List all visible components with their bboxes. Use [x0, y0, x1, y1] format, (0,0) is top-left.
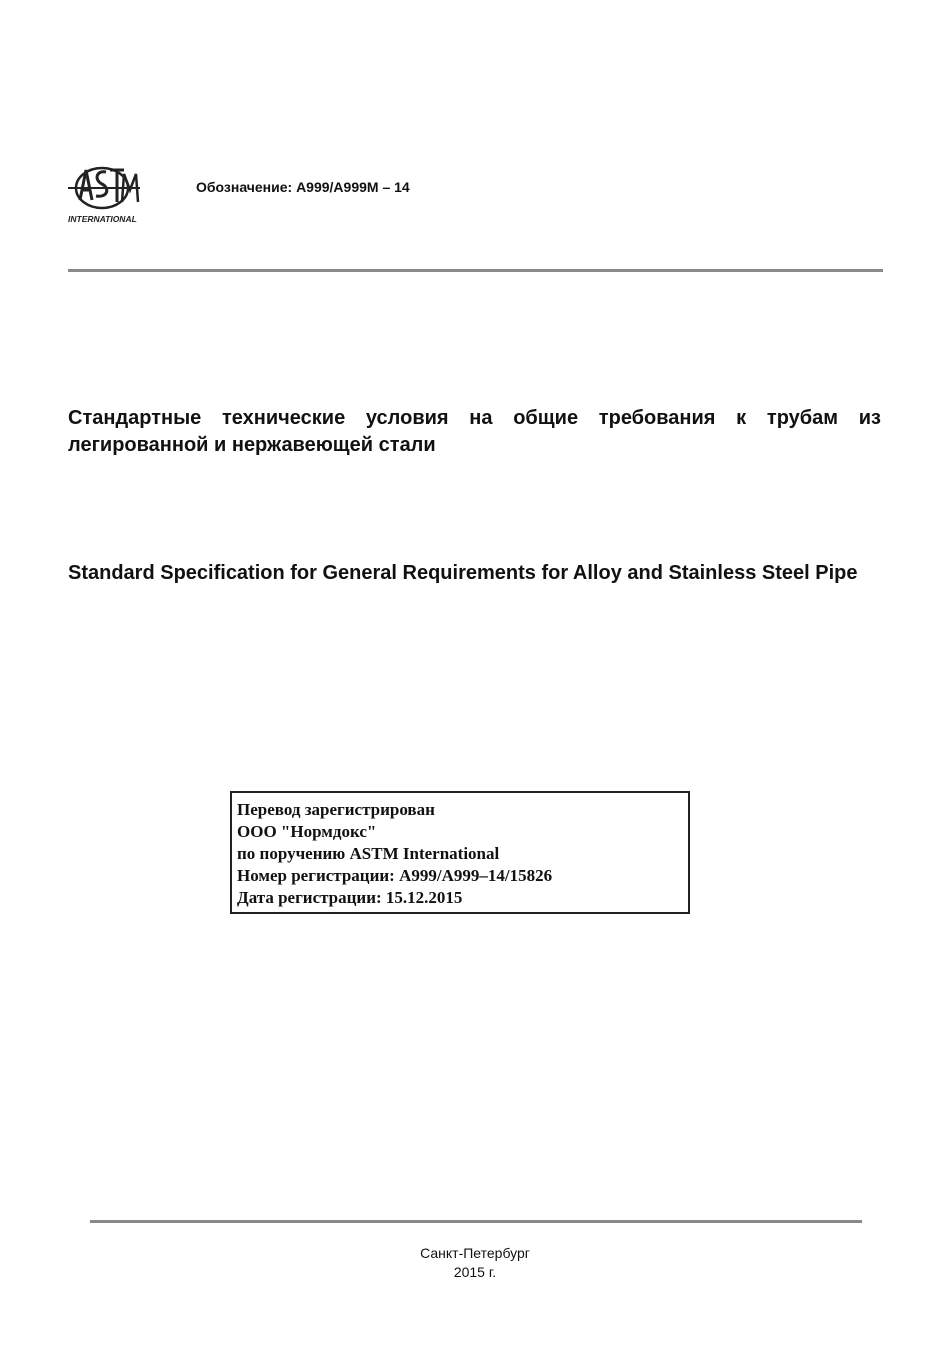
footer-city: Санкт-Петербург	[420, 1245, 530, 1261]
header-divider	[68, 269, 883, 272]
footer-year: 2015 г.	[453, 1264, 497, 1280]
registration-line: ООО "Нормдокс"	[237, 822, 377, 841]
registration-line: Перевод зарегистрирован	[237, 800, 435, 819]
astm-logo-icon	[66, 160, 142, 226]
registration-number: Номер регистрации: A999/A999–14/15826	[237, 866, 553, 885]
document-designation: Обозначение: A999/A999M – 14	[196, 179, 410, 195]
footer-divider	[90, 1220, 862, 1223]
registration-date: Дата регистрации: 15.12.2015	[237, 888, 463, 907]
title-english: Standard Specification for General Requirements for Alloy and Stainless Steel Pipe	[68, 562, 858, 584]
title-russian: Стандартные технические условия на общие требования к трубам из легированной и нержавеющей стали	[68, 407, 881, 456]
registration-box	[230, 791, 690, 914]
registration-line: по поручению ASTM International	[237, 844, 500, 863]
logo-brand-text: INTERNATIONAL	[68, 214, 137, 224]
